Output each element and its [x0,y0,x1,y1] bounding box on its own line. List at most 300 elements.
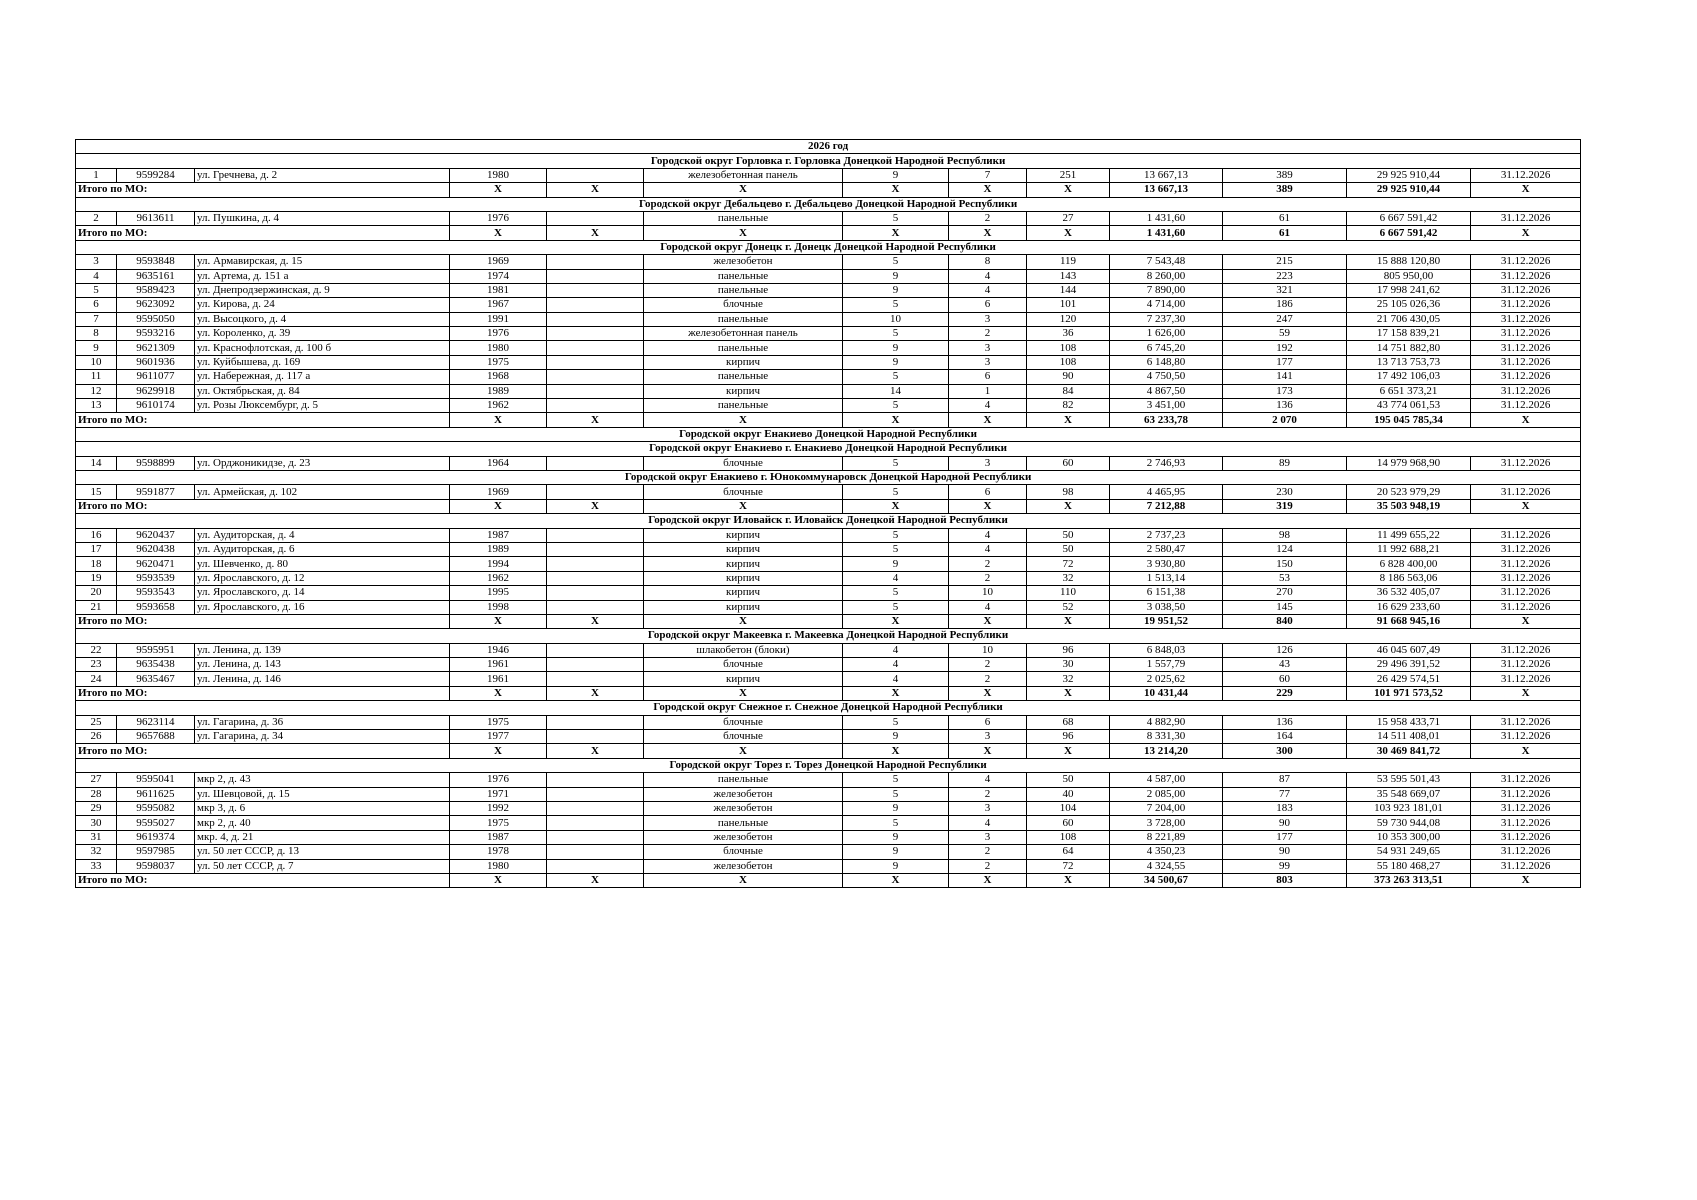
table-row [76,168,1581,182]
table-cell: 31.12.2026 [1471,341,1581,355]
table-cell: панельные [644,399,843,413]
table-cell: 9623114 [117,715,195,729]
table-cell: 9598899 [117,456,195,470]
total-cell: X [1027,226,1110,240]
table-cell: 5 [843,298,949,312]
municipality-title: Городской округ Дебальцево г. Дебальцево Донецкой Народной Республики [76,197,1581,211]
table-cell: железобетонная панель [644,327,843,341]
total-cell: X [450,873,547,887]
table-cell: шлакобетон (блоки) [644,643,843,657]
table-cell: 1 626,00 [1110,327,1223,341]
total-label: Итого по МО: [76,226,450,240]
table-cell: 1992 [450,801,547,815]
total-cell: 61 [1223,226,1347,240]
table-cell: 5 [843,370,949,384]
table-cell: 35 548 669,07 [1347,787,1471,801]
table-row [76,542,1581,556]
table-cell: 4 465,95 [1110,485,1223,499]
table-cell: 2 [949,557,1027,571]
table-cell: 2 [949,787,1027,801]
table-cell: 10 [843,312,949,326]
table-cell: 17 158 839,21 [1347,327,1471,341]
table-cell: 31.12.2026 [1471,773,1581,787]
table-cell: 173 [1223,384,1347,398]
total-cell: X [644,499,843,513]
total-label: Итого по МО: [76,499,450,513]
table-cell: 1977 [450,730,547,744]
total-cell: X [843,744,949,758]
table-cell: 23 [76,658,117,672]
total-cell: X [1027,686,1110,700]
table-cell: 31.12.2026 [1471,787,1581,801]
municipality-title: Городской округ Макеевка г. Макеевка Донецкой Народной Республики [76,629,1581,643]
total-cell: 373 263 313,51 [1347,873,1471,887]
total-cell: X [644,413,843,427]
total-cell: 63 233,78 [1110,413,1223,427]
municipality-header-row [76,701,1581,715]
table-cell: 9598037 [117,859,195,873]
table-row [76,255,1581,269]
table-cell: 7 204,00 [1110,801,1223,815]
total-cell: X [1471,183,1581,197]
table-cell: 4 [76,269,117,283]
table-cell: 1962 [450,399,547,413]
total-cell: 29 925 910,44 [1347,183,1471,197]
total-cell: X [547,686,644,700]
table-cell: 247 [1223,312,1347,326]
table-cell: 4 [949,528,1027,542]
total-cell: X [949,614,1027,628]
municipality-header-row [76,197,1581,211]
table-cell [547,830,644,844]
total-cell: X [949,873,1027,887]
total-cell: X [843,499,949,513]
total-row [76,413,1581,427]
table-cell: мкр 3, д. 6 [195,801,450,815]
table-row [76,801,1581,815]
table-cell: панельные [644,283,843,297]
table-cell: 1976 [450,327,547,341]
table-cell: 31.12.2026 [1471,355,1581,369]
total-cell: X [547,744,644,758]
table-row [76,715,1581,729]
table-cell: 14 511 408,01 [1347,730,1471,744]
table-cell: кирпич [644,528,843,542]
table-cell: 177 [1223,830,1347,844]
table-cell: 6 151,38 [1110,586,1223,600]
table-cell: 33 [76,859,117,873]
table-cell: панельные [644,341,843,355]
table-cell: 9 [843,168,949,182]
total-label: Итого по МО: [76,744,450,758]
total-row [76,614,1581,628]
table-cell: 18 [76,557,117,571]
table-cell: 89 [1223,456,1347,470]
table-cell [547,384,644,398]
table-cell: 22 [76,643,117,657]
total-cell: X [1027,183,1110,197]
table-cell: 9657688 [117,730,195,744]
table-cell: панельные [644,269,843,283]
table-cell: ул. 50 лет СССР, д. 13 [195,845,450,859]
table-row [76,672,1581,686]
table-cell: 3 451,00 [1110,399,1223,413]
table-row [76,269,1581,283]
table-cell: 31.12.2026 [1471,816,1581,830]
table-cell: 10 [949,643,1027,657]
table-cell: 6 [949,298,1027,312]
table-cell: панельные [644,370,843,384]
municipality-title: Городской округ Горловка г. Горловка Донецкой Народной Республики [76,154,1581,168]
table-cell: 1980 [450,859,547,873]
table-cell: 1975 [450,816,547,830]
table-cell: 9611625 [117,787,195,801]
table-cell: 9593543 [117,586,195,600]
table-cell: 77 [1223,787,1347,801]
table-cell: 5 [76,283,117,297]
table-cell: блочные [644,845,843,859]
total-cell: X [450,686,547,700]
table-cell: 13 [76,399,117,413]
table-cell: 101 [1027,298,1110,312]
table-cell: ул. Ярославского, д. 12 [195,571,450,585]
table-cell: 13 713 753,73 [1347,355,1471,369]
table-cell: 103 923 181,01 [1347,801,1471,815]
table-cell: ул. Куйбышева, д. 169 [195,355,450,369]
table-cell: 90 [1223,845,1347,859]
table-cell: 25 105 026,36 [1347,298,1471,312]
table-cell: 12 [76,384,117,398]
table-cell: ул. Орджоникидзе, д. 23 [195,456,450,470]
table-cell: 31.12.2026 [1471,845,1581,859]
table-cell: 2 737,23 [1110,528,1223,542]
table-cell: 15 [76,485,117,499]
table-cell: ул. Октябрьская, д. 84 [195,384,450,398]
table-cell: 1975 [450,715,547,729]
table-cell: 9593216 [117,327,195,341]
table-cell: ул. Шевченко, д. 80 [195,557,450,571]
table-cell: 1994 [450,557,547,571]
table-cell: 2 [949,859,1027,873]
table-cell: 31.12.2026 [1471,327,1581,341]
table-row [76,845,1581,859]
table-cell: 1989 [450,384,547,398]
table-cell: 1980 [450,341,547,355]
table-cell: кирпич [644,542,843,556]
table-cell: 1 513,14 [1110,571,1223,585]
table-cell: 43 [1223,658,1347,672]
municipality-header-row [76,514,1581,528]
table-cell: 90 [1223,816,1347,830]
table-row [76,327,1581,341]
municipality-title: Городской округ Енакиево г. Енакиево Донецкой Народной Республики [76,442,1581,456]
table-cell: 54 931 249,65 [1347,845,1471,859]
table-row [76,571,1581,585]
table-row [76,816,1581,830]
table-cell: железобетонная панель [644,168,843,182]
table-row [76,658,1581,672]
table-cell [547,312,644,326]
table-cell: 14 [76,456,117,470]
table-cell: 3 [949,456,1027,470]
table-cell: 30 [1027,658,1110,672]
table-cell: 9620471 [117,557,195,571]
table-cell: 31.12.2026 [1471,557,1581,571]
table-cell: блочные [644,658,843,672]
table-cell: 2 580,47 [1110,542,1223,556]
table-cell: 4 [843,672,949,686]
total-cell: 10 431,44 [1110,686,1223,700]
table-cell: 805 950,00 [1347,269,1471,283]
table-cell: 5 [843,456,949,470]
municipality-title: Городской округ Донецк г. Донецк Донецкой Народной Республики [76,240,1581,254]
table-cell: 31.12.2026 [1471,542,1581,556]
table-cell: 36 532 405,07 [1347,586,1471,600]
municipality-header-row [76,427,1581,441]
total-row [76,226,1581,240]
total-cell: 2 070 [1223,413,1347,427]
table-cell: ул. Артема, д. 151 а [195,269,450,283]
table-cell: 150 [1223,557,1347,571]
table-cell: 136 [1223,715,1347,729]
table-cell: панельные [644,312,843,326]
table-cell: 8 [76,327,117,341]
table-cell [547,298,644,312]
total-cell: X [644,873,843,887]
table-cell: 192 [1223,341,1347,355]
table-cell: 5 [843,528,949,542]
table-cell: 2 [949,571,1027,585]
table-cell: мкр. 4, д. 21 [195,830,450,844]
table-cell [547,255,644,269]
table-cell: 96 [1027,730,1110,744]
table-cell: 31.12.2026 [1471,485,1581,499]
table-cell [547,283,644,297]
table-cell [547,801,644,815]
table-cell: 5 [843,327,949,341]
table-row [76,283,1581,297]
table-cell: 1 431,60 [1110,211,1223,225]
table-cell: кирпич [644,672,843,686]
table-cell: 53 [1223,571,1347,585]
table-cell: 145 [1223,600,1347,614]
table-cell: 1981 [450,283,547,297]
table-cell: 5 [843,255,949,269]
table-cell: 31.12.2026 [1471,528,1581,542]
table-cell: блочные [644,298,843,312]
table-cell: 9595951 [117,643,195,657]
total-cell: X [949,744,1027,758]
table-cell: 1969 [450,485,547,499]
municipality-header-row [76,758,1581,772]
total-cell: X [644,226,843,240]
total-row [76,183,1581,197]
table-cell: 7 890,00 [1110,283,1223,297]
table-cell: 9595082 [117,801,195,815]
total-cell: X [547,873,644,887]
table-cell: 53 595 501,43 [1347,773,1471,787]
table-cell: 1980 [450,168,547,182]
table-cell [547,456,644,470]
table-cell: 5 [843,586,949,600]
table-cell: ул. Короленко, д. 39 [195,327,450,341]
table-cell: 5 [843,816,949,830]
table-cell: 104 [1027,801,1110,815]
table-cell: ул. Днепродзержинская, д. 9 [195,283,450,297]
table-cell: 9611077 [117,370,195,384]
table-cell: 17 492 106,03 [1347,370,1471,384]
total-cell: X [547,226,644,240]
table-cell: 251 [1027,168,1110,182]
total-cell: X [547,413,644,427]
table-cell: 1975 [450,355,547,369]
table-cell: 177 [1223,355,1347,369]
table-cell: кирпич [644,384,843,398]
table-cell: панельные [644,211,843,225]
table-cell: 13 667,13 [1110,168,1223,182]
total-cell: X [1027,499,1110,513]
table-cell [547,557,644,571]
municipality-header-row [76,470,1581,484]
table-cell: ул. Ярославского, д. 14 [195,586,450,600]
table-cell [547,643,644,657]
table-cell: блочные [644,730,843,744]
total-cell: 19 951,52 [1110,614,1223,628]
table-cell: 90 [1027,370,1110,384]
total-cell: X [843,873,949,887]
table-row [76,557,1581,571]
table-cell: 186 [1223,298,1347,312]
table-cell: 9623092 [117,298,195,312]
table-cell: 9601936 [117,355,195,369]
table-cell: 64 [1027,845,1110,859]
table-cell: 9 [843,355,949,369]
total-cell: X [1471,499,1581,513]
table-cell: 8 221,89 [1110,830,1223,844]
table-cell: 389 [1223,168,1347,182]
table-cell: 2 [949,658,1027,672]
total-cell: 803 [1223,873,1347,887]
table-cell: 60 [1027,816,1110,830]
table-cell: 31.12.2026 [1471,456,1581,470]
municipality-title: Городской округ Енакиево г. Юнокоммунаровск Донецкой Народной Республики [76,470,1581,484]
table-cell: 2 [949,845,1027,859]
table-cell: железобетон [644,255,843,269]
table-cell: 36 [1027,327,1110,341]
table-cell: 50 [1027,542,1110,556]
table-cell: 31.12.2026 [1471,672,1581,686]
table-cell: 6 828 400,00 [1347,557,1471,571]
table-cell: 4 750,50 [1110,370,1223,384]
table-cell: 10 [949,586,1027,600]
table-cell: 6 148,80 [1110,355,1223,369]
total-cell: X [1471,614,1581,628]
total-cell: 840 [1223,614,1347,628]
table-cell: 143 [1027,269,1110,283]
table-cell: ул. Аудиторская, д. 6 [195,542,450,556]
total-label: Итого по МО: [76,686,450,700]
table-row [76,355,1581,369]
table-cell: ул. Краснофлотская, д. 100 б [195,341,450,355]
table-cell: 84 [1027,384,1110,398]
table-cell: 9 [843,801,949,815]
total-cell: X [644,744,843,758]
table-cell: 1 [76,168,117,182]
table-cell [547,370,644,384]
table-cell: 25 [76,715,117,729]
table-cell: 6 651 373,21 [1347,384,1471,398]
table-cell: железобетон [644,859,843,873]
table-cell [547,269,644,283]
table-cell: 9635438 [117,658,195,672]
table-cell: 15 958 433,71 [1347,715,1471,729]
total-row [76,499,1581,513]
table-cell [547,528,644,542]
total-cell: X [450,499,547,513]
table-cell: 1964 [450,456,547,470]
table-cell [547,859,644,873]
table-cell: 120 [1027,312,1110,326]
table-cell: 21 706 430,05 [1347,312,1471,326]
table-cell: 6 [76,298,117,312]
municipality-header-row [76,154,1581,168]
table-cell [547,672,644,686]
table-cell: 6 [949,370,1027,384]
table-cell [547,211,644,225]
table-cell: 2 025,62 [1110,672,1223,686]
table-row [76,528,1581,542]
table-cell: 5 [843,399,949,413]
total-row [76,744,1581,758]
table-cell: 32 [1027,571,1110,585]
table-cell: 60 [1027,456,1110,470]
table-cell: 24 [76,672,117,686]
table-row [76,341,1581,355]
municipality-title: Городской округ Снежное г. Снежное Донецкой Народной Республики [76,701,1581,715]
table-cell: 9591877 [117,485,195,499]
table-cell: ул. 50 лет СССР, д. 7 [195,859,450,873]
table-cell: 31.12.2026 [1471,571,1581,585]
table-cell: 3 038,50 [1110,600,1223,614]
table-cell: 9 [843,269,949,283]
table-cell: 8 186 563,06 [1347,571,1471,585]
table-cell: кирпич [644,355,843,369]
table-cell: 52 [1027,600,1110,614]
table-cell [547,485,644,499]
total-cell: 7 212,88 [1110,499,1223,513]
table-cell: 31.12.2026 [1471,715,1581,729]
table-cell: 28 [76,787,117,801]
table-cell: 6 [949,715,1027,729]
table-cell [547,816,644,830]
table-cell: 1968 [450,370,547,384]
municipality-title: Городской округ Иловайск г. Иловайск Донецкой Народной Республики [76,514,1581,528]
table-cell: 9620438 [117,542,195,556]
table-cell: 31.12.2026 [1471,658,1581,672]
table-cell: 3 [949,730,1027,744]
table-cell: 215 [1223,255,1347,269]
table-cell: 108 [1027,341,1110,355]
table-cell: 1961 [450,658,547,672]
table-cell: 5 [843,542,949,556]
table-cell: 31.12.2026 [1471,370,1581,384]
total-cell: X [547,499,644,513]
table-cell: 144 [1027,283,1110,297]
table-cell: 82 [1027,399,1110,413]
table-cell: 9593658 [117,600,195,614]
total-cell: X [843,686,949,700]
table-cell: 20 523 979,29 [1347,485,1471,499]
